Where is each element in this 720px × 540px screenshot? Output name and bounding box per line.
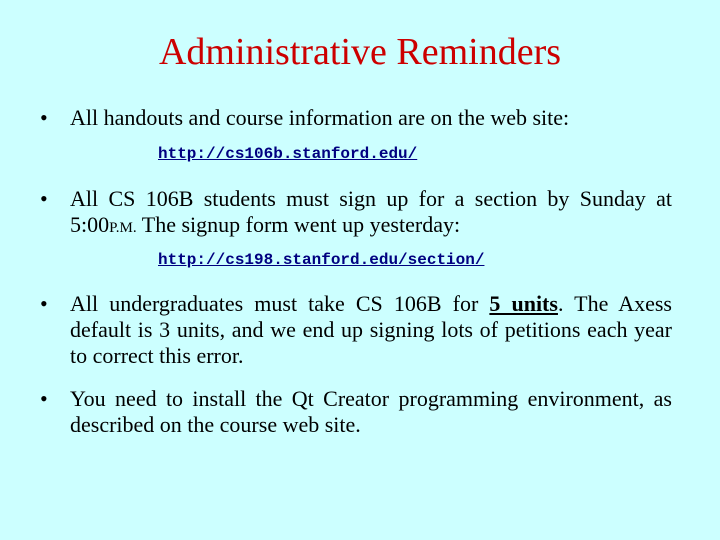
bullet-item <box>40 105 672 131</box>
bullet-text: All handouts and course information are on the web site: <box>70 105 570 130</box>
bullet-text: You need to install the Qt Creator programming environment, as described on the course web site. <box>70 386 672 437</box>
bullet-text-part: . The Axess default is 3 units, and we end up signing lots of petitions each year to correct this error. <box>70 291 672 368</box>
units-emphasis: 5 units <box>489 291 558 316</box>
bullet-text-part: All undergraduates must take CS 106B for <box>70 291 490 316</box>
bullet-text <box>70 186 672 241</box>
course-website-link[interactable]: http://cs106b.stanford.edu/ <box>158 145 418 163</box>
bullet-text <box>70 291 672 369</box>
bullet-icon: • <box>40 386 48 411</box>
bullet-item <box>40 386 672 438</box>
bullet-item <box>40 186 672 241</box>
slide-title: Administrative Reminders <box>158 31 562 73</box>
bullet-text-part: All CS 106B students must sign up for a section by Sunday at 5:00 <box>70 186 672 237</box>
pm-label: P.M. <box>109 220 137 236</box>
bullet-icon: • <box>40 186 48 211</box>
bullet-icon: • <box>40 105 48 130</box>
bullet-item <box>40 291 672 369</box>
bullet-icon: • <box>40 291 48 316</box>
bullet-text-part: The signup form went up yesterday: <box>136 212 461 237</box>
section-signup-link[interactable]: http://cs198.stanford.edu/section/ <box>158 251 485 269</box>
